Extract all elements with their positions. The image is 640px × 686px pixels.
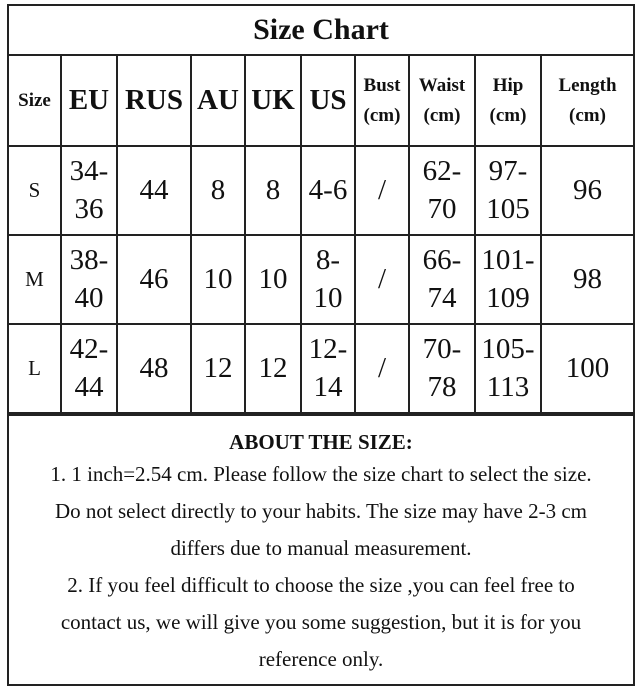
bust-cell: / bbox=[355, 324, 409, 413]
table-row bbox=[9, 146, 633, 235]
header-waist bbox=[409, 56, 475, 146]
header-au: AU bbox=[191, 56, 245, 146]
header-hip-unit: (cm) bbox=[489, 104, 527, 126]
header-length-unit: (cm) bbox=[569, 104, 606, 126]
uk-cell: 12 bbox=[245, 324, 301, 413]
header-length-label: Length bbox=[558, 75, 617, 97]
table-header-row bbox=[9, 56, 633, 146]
row-size-cell: L bbox=[9, 324, 61, 413]
eu-value-start: 42- bbox=[69, 332, 109, 365]
us-value-start: 4-6 bbox=[308, 173, 348, 206]
au-cell: 10 bbox=[191, 235, 245, 324]
length-cell: 100 bbox=[541, 324, 633, 413]
about-note-1-line-3: differs due to manual measurement. bbox=[170, 536, 472, 560]
us-value-start: 12- bbox=[308, 332, 348, 365]
eu-cell bbox=[61, 324, 117, 413]
waist-value-start: 70- bbox=[422, 332, 462, 365]
length-cell: 96 bbox=[541, 146, 633, 235]
rus-cell: 46 bbox=[117, 235, 191, 324]
bust-cell: / bbox=[355, 146, 409, 235]
eu-value-end: 36 bbox=[74, 192, 104, 225]
header-waist-unit: (cm) bbox=[423, 104, 461, 126]
chart-title: Size Chart bbox=[9, 6, 633, 56]
size-chart-card bbox=[7, 4, 635, 686]
about-note-1-line-2: Do not select directly to your habits. The size may have 2-3 cm bbox=[54, 499, 588, 523]
row-size-cell: M bbox=[9, 235, 61, 324]
eu-value-end: 40 bbox=[74, 281, 104, 314]
header-bust-label: Bust bbox=[363, 75, 401, 97]
about-note-2-line-3: reference only. bbox=[258, 647, 384, 671]
waist-value-end: 74 bbox=[427, 281, 457, 314]
hip-cell bbox=[475, 324, 541, 413]
us-value-end: 14 bbox=[313, 370, 343, 403]
row-size-cell: S bbox=[9, 146, 61, 235]
bust-cell: / bbox=[355, 235, 409, 324]
eu-cell bbox=[61, 235, 117, 324]
us-cell bbox=[301, 324, 355, 413]
us-cell bbox=[301, 235, 355, 324]
waist-cell bbox=[409, 146, 475, 235]
table-row bbox=[9, 324, 633, 413]
header-hip-label: Hip bbox=[492, 75, 524, 97]
header-us: US bbox=[301, 56, 355, 146]
about-note-2-line-2: contact us, we will give you some suggestion, but it is for you bbox=[60, 610, 582, 634]
hip-value-end: 105 bbox=[486, 192, 530, 225]
header-size: Size bbox=[9, 56, 61, 146]
header-waist-label: Waist bbox=[418, 75, 466, 97]
eu-value-start: 34- bbox=[69, 154, 109, 187]
length-cell: 98 bbox=[541, 235, 633, 324]
table-row bbox=[9, 235, 633, 324]
rus-cell: 48 bbox=[117, 324, 191, 413]
waist-cell bbox=[409, 235, 475, 324]
us-value-end: 10 bbox=[313, 281, 343, 314]
header-hip bbox=[475, 56, 541, 146]
header-rus: RUS bbox=[117, 56, 191, 146]
hip-value-start: 101- bbox=[481, 243, 535, 276]
header-eu: EU bbox=[61, 56, 117, 146]
hip-cell bbox=[475, 235, 541, 324]
hip-value-end: 109 bbox=[486, 281, 530, 314]
about-note-2-line-1: 2. If you feel difficult to choose the size ,you can feel free to bbox=[67, 573, 575, 597]
about-size-section bbox=[9, 414, 633, 678]
uk-cell: 8 bbox=[245, 146, 301, 235]
about-note-1-line-1: 1. 1 inch=2.54 cm. Please follow the size chart to select the size. bbox=[50, 462, 592, 486]
header-bust-unit: (cm) bbox=[363, 104, 401, 126]
hip-value-end: 113 bbox=[486, 370, 530, 403]
hip-cell bbox=[475, 146, 541, 235]
header-uk: UK bbox=[245, 56, 301, 146]
us-cell bbox=[301, 146, 355, 235]
uk-cell: 10 bbox=[245, 235, 301, 324]
waist-cell bbox=[409, 324, 475, 413]
hip-value-start: 105- bbox=[481, 332, 535, 365]
size-table bbox=[9, 56, 633, 414]
about-heading: ABOUT THE SIZE: bbox=[229, 430, 413, 454]
rus-cell: 44 bbox=[117, 146, 191, 235]
waist-value-start: 66- bbox=[422, 243, 462, 276]
eu-value-end: 44 bbox=[74, 370, 104, 403]
eu-value-start: 38- bbox=[69, 243, 109, 276]
hip-value-start: 97- bbox=[488, 154, 528, 187]
au-cell: 12 bbox=[191, 324, 245, 413]
eu-cell bbox=[61, 146, 117, 235]
waist-value-start: 62- bbox=[422, 154, 462, 187]
header-bust bbox=[355, 56, 409, 146]
au-cell: 8 bbox=[191, 146, 245, 235]
waist-value-end: 70 bbox=[427, 192, 457, 225]
waist-value-end: 78 bbox=[427, 370, 457, 403]
us-value-start: 8- bbox=[315, 243, 341, 276]
header-length bbox=[541, 56, 633, 146]
